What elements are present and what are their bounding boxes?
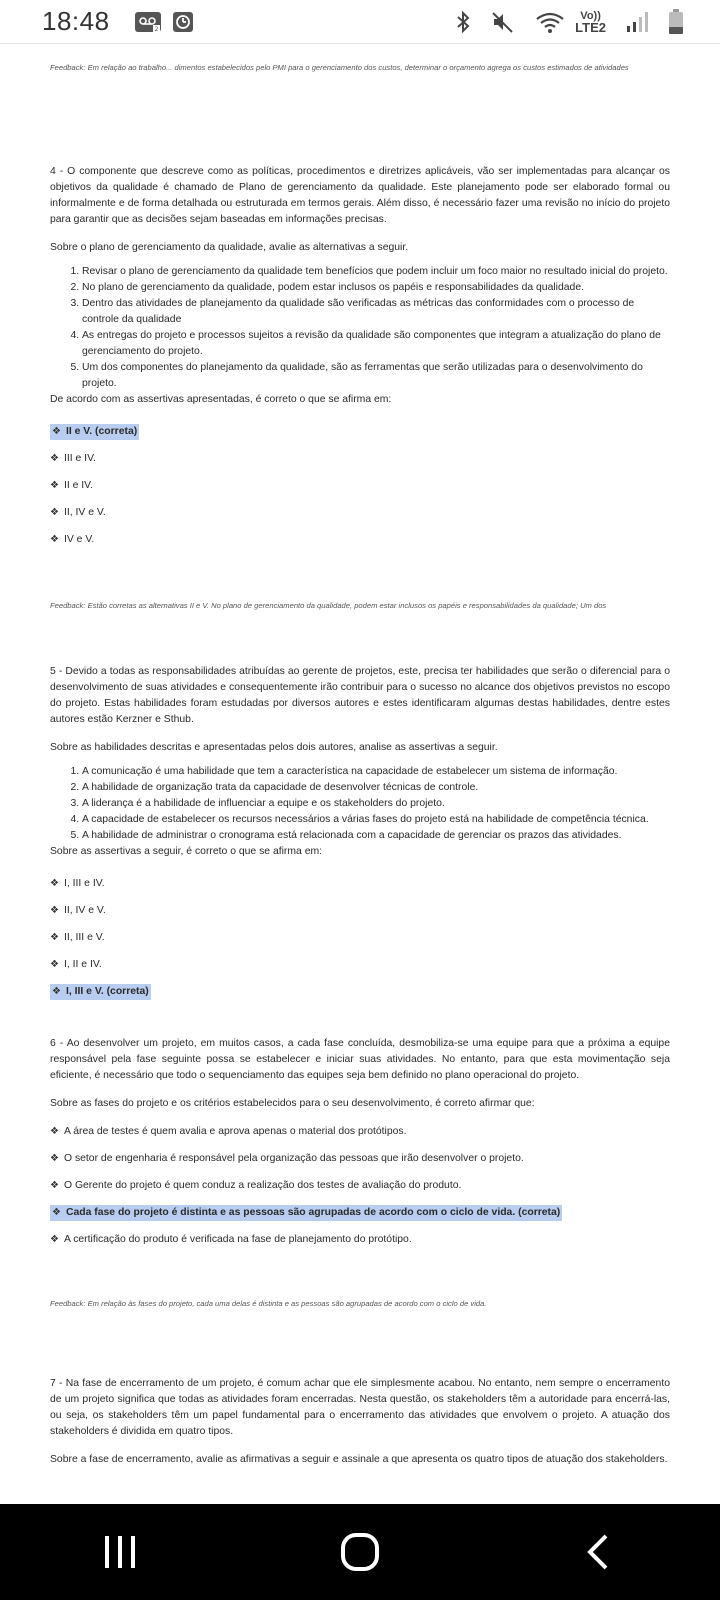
question-5	[50, 664, 670, 1005]
question-5-options	[50, 870, 670, 1005]
back-icon	[580, 1532, 620, 1572]
home-button[interactable]	[315, 1522, 405, 1582]
question-4-text: 4 - O componente que descreve como as políticas, procedimentos e diretrizes aplicáveis, vão ser implementadas para alcançar os objetivos da qualidade é chamado de Plano de gerenciamento da qualidade. Este planejamento pode ser elaborado formal ou informalmente e de forma detalhada ou estruturada em termos gerais. Além disso, é necessário fazer uma revisão no início do projeto para garantir que as decisões sejam baseadas em informações precisas.	[50, 166, 670, 225]
question-6	[50, 1036, 670, 1253]
question-6-options	[50, 1118, 670, 1253]
home-icon	[338, 1530, 382, 1574]
question-7-text: 7 - Na fase de encerramento de um projeto, é comum achar que ele simplesmente acabou. No entanto, nem sempre o encerramento de um projeto significa que todas as atividades foram encerradas. Nesta questão, os stakeholders têm a autoridade para encerrá-las, ou seja, os stakeholders têm um papel fundamental para o encerramento das atividades que envolvem o projeto. A atuação dos stakeholders é dividida em quatro tipos.	[50, 1378, 670, 1437]
diamond-bullet-icon: ❖	[50, 452, 59, 464]
signal-icon	[626, 11, 648, 33]
question-4	[50, 164, 670, 553]
feedback-q3: Feedback: Em relação ao trabalho... dimentos estabelecidos pelo PMI para o gerenciamento dos custos, determinar o orçamento agrega os custos estimados de atividades	[50, 63, 629, 72]
diamond-bullet-icon: ❖	[52, 1206, 61, 1218]
option-correct: ❖ I, III e V. (correta)	[50, 978, 670, 1005]
question-4-items	[50, 264, 670, 392]
mute-icon	[491, 10, 515, 34]
diamond-bullet-icon: ❖	[50, 931, 59, 943]
list-item: 5. A habilidade de administrar o cronograma está relacionada com a capacidade de gerenciar os prazos das atividades.	[82, 828, 670, 844]
diamond-bullet-icon: ❖	[50, 877, 59, 889]
battery-icon	[668, 9, 684, 35]
option: ❖ A área de testes é quem avalia e aprova apenas o material dos protótipos.	[50, 1118, 670, 1145]
navigation-bar	[0, 1504, 720, 1600]
list-item: 5. Um dos componentes do planejamento da qualidade, são as ferramentas que serão utilizadas para o desenvolvimento do projeto.	[82, 360, 670, 392]
question-7-intro: Sobre a fase de encerramento, avalie as afirmativas a seguir e assinale a que apresenta os quatro tipos de atuação dos stakeholders.	[50, 1454, 668, 1465]
wifi-icon	[535, 10, 565, 34]
option: ❖ A certificação do produto é verificada na fase de planejamento do protótipo.	[50, 1226, 670, 1253]
diamond-bullet-icon: ❖	[50, 1125, 59, 1137]
status-time: 18:48	[42, 6, 110, 36]
option: ❖ I, II e IV.	[50, 951, 670, 978]
svg-text:2: 2	[154, 25, 158, 33]
option: ❖ II, III e V.	[50, 924, 670, 951]
diamond-bullet-icon: ❖	[50, 506, 59, 518]
list-item: 2. A habilidade de organização trata da capacidade de desenvolver técnicas de controle.	[82, 780, 670, 796]
status-bar	[0, 0, 720, 44]
question-7	[50, 1376, 670, 1468]
diamond-bullet-icon: ❖	[52, 985, 61, 997]
option-correct: ❖ II e V. (correta)	[50, 418, 670, 445]
list-item: 4. A capacidade de estabelecer os recursos necessários a várias fases do projeto está na habilidade de competência técnica.	[82, 812, 670, 828]
back-button[interactable]	[555, 1522, 645, 1582]
diamond-bullet-icon: ❖	[50, 1233, 59, 1245]
option: ❖ III e IV.	[50, 445, 670, 472]
bluetooth-icon	[455, 10, 471, 34]
diamond-bullet-icon: ❖	[50, 904, 59, 916]
option: ❖ II, IV e V.	[50, 897, 670, 924]
list-item: 2. No plano de gerenciamento da qualidade, podem estar inclusos os papéis e responsabilidades da qualidade.	[82, 280, 670, 296]
option: ❖ O Gerente do projeto é quem conduz a realização dos testes de avaliação do produto.	[50, 1172, 670, 1199]
list-item: 1. A comunicação é uma habilidade que tem a característica na capacidade de estabelecer um sistema de informação.	[82, 764, 670, 780]
lte-indicator	[575, 11, 606, 33]
question-4-options	[50, 418, 670, 553]
question-5-intro: Sobre as habilidades descritas e apresentadas pelos dois autores, analise as assertivas a seguir.	[50, 742, 498, 753]
document-page[interactable]	[50, 44, 670, 1504]
list-item: 3. A liderança é a habilidade de influenciar a equipe e os stakeholders do projeto.	[82, 796, 670, 812]
question-5-ask: Sobre as assertivas a seguir, é correto o que se afirma em:	[50, 846, 323, 857]
voicemail-icon	[134, 11, 162, 33]
question-5-text: 5 - Devido a todas as responsabilidades atribuídas ao gerente de projetos, este, precisa ter habilidades que serão o diferencial para o desenvolvimento de suas atividades e consequentemente irão contribuir para o sucesso no alcance dos objetivos previstos no escopo do projeto. Estas habilidades foram estudadas por diversos autores e estes identificaram algumas destas habilidades, dentre estes autores estão Kerzner e Sthub.	[50, 666, 670, 725]
list-item: 4. As entregas do projeto e processos sujeitos a revisão da qualidade são componentes que integram a atualização do plano de gerenciamento do projeto.	[82, 328, 670, 360]
diamond-bullet-icon: ❖	[50, 958, 59, 970]
question-5-items	[50, 764, 670, 844]
option: ❖ IV e V.	[50, 526, 670, 553]
option: ❖ I, III e IV.	[50, 870, 670, 897]
diamond-bullet-icon: ❖	[50, 479, 59, 491]
lte-label: LTE2	[575, 19, 606, 35]
list-item: 3. Dentro das atividades de planejamento da qualidade são verificadas as métricas das conformidades com o processo de controle da qualidade	[82, 296, 670, 328]
question-6-text: 6 - Ao desenvolver um projeto, em muitos casos, a cada fase concluída, desmobiliza-se uma equipe para que a próxima a equipe responsável pela fase seguinte possa se estabelecer e iniciar suas atividades. No entanto, para que esta movimentação seja eficiente, é necessário que todo o sequenciamento das equipes seja bem definido no plano operacional do projeto.	[50, 1038, 670, 1081]
question-6-intro: Sobre as fases do projeto e os critérios estabelecidos para o seu desenvolvimento, é correto afirmar que:	[50, 1098, 535, 1109]
diamond-bullet-icon: ❖	[52, 425, 61, 437]
option: ❖ II e IV.	[50, 472, 670, 499]
option-correct: ❖ Cada fase do projeto é distinta e as pessoas são agrupadas de acordo com o ciclo de vida. (correta)	[50, 1199, 670, 1226]
diamond-bullet-icon: ❖	[50, 1179, 59, 1191]
option: ❖ II, IV e V.	[50, 499, 670, 526]
volte-label: Vo))	[580, 9, 601, 22]
diamond-bullet-icon: ❖	[50, 533, 59, 545]
diamond-bullet-icon: ❖	[50, 1152, 59, 1164]
feedback-q4: Feedback: Estão corretas as alternativas II e V. No plano de gerenciamento da qualidade, podem estar inclusos os papéis e responsabilidades da qualidade; Um dos	[50, 601, 607, 610]
recent-apps-icon	[100, 1532, 140, 1572]
option: ❖ O setor de engenharia é responsável pela organização das pessoas que irão desenvolver o projeto.	[50, 1145, 670, 1172]
list-item: 1. Revisar o plano de gerenciamento da qualidade tem benefícios que podem incluir um foco maior no resultado inicial do projeto.	[82, 264, 670, 280]
recent-apps-button[interactable]	[75, 1522, 165, 1582]
clock-app-icon	[172, 11, 194, 33]
question-4-ask: De acordo com as assertivas apresentadas, é correto o que se afirma em:	[50, 394, 392, 405]
question-4-intro: Sobre o plano de gerenciamento da qualidade, avalie as alternativas a seguir.	[50, 242, 409, 253]
feedback-q6: Feedback: Em relação às fases do projeto, cada uma delas é distinta e as pessoas são agrupadas de acordo com o ciclo de vida.	[50, 1299, 487, 1308]
